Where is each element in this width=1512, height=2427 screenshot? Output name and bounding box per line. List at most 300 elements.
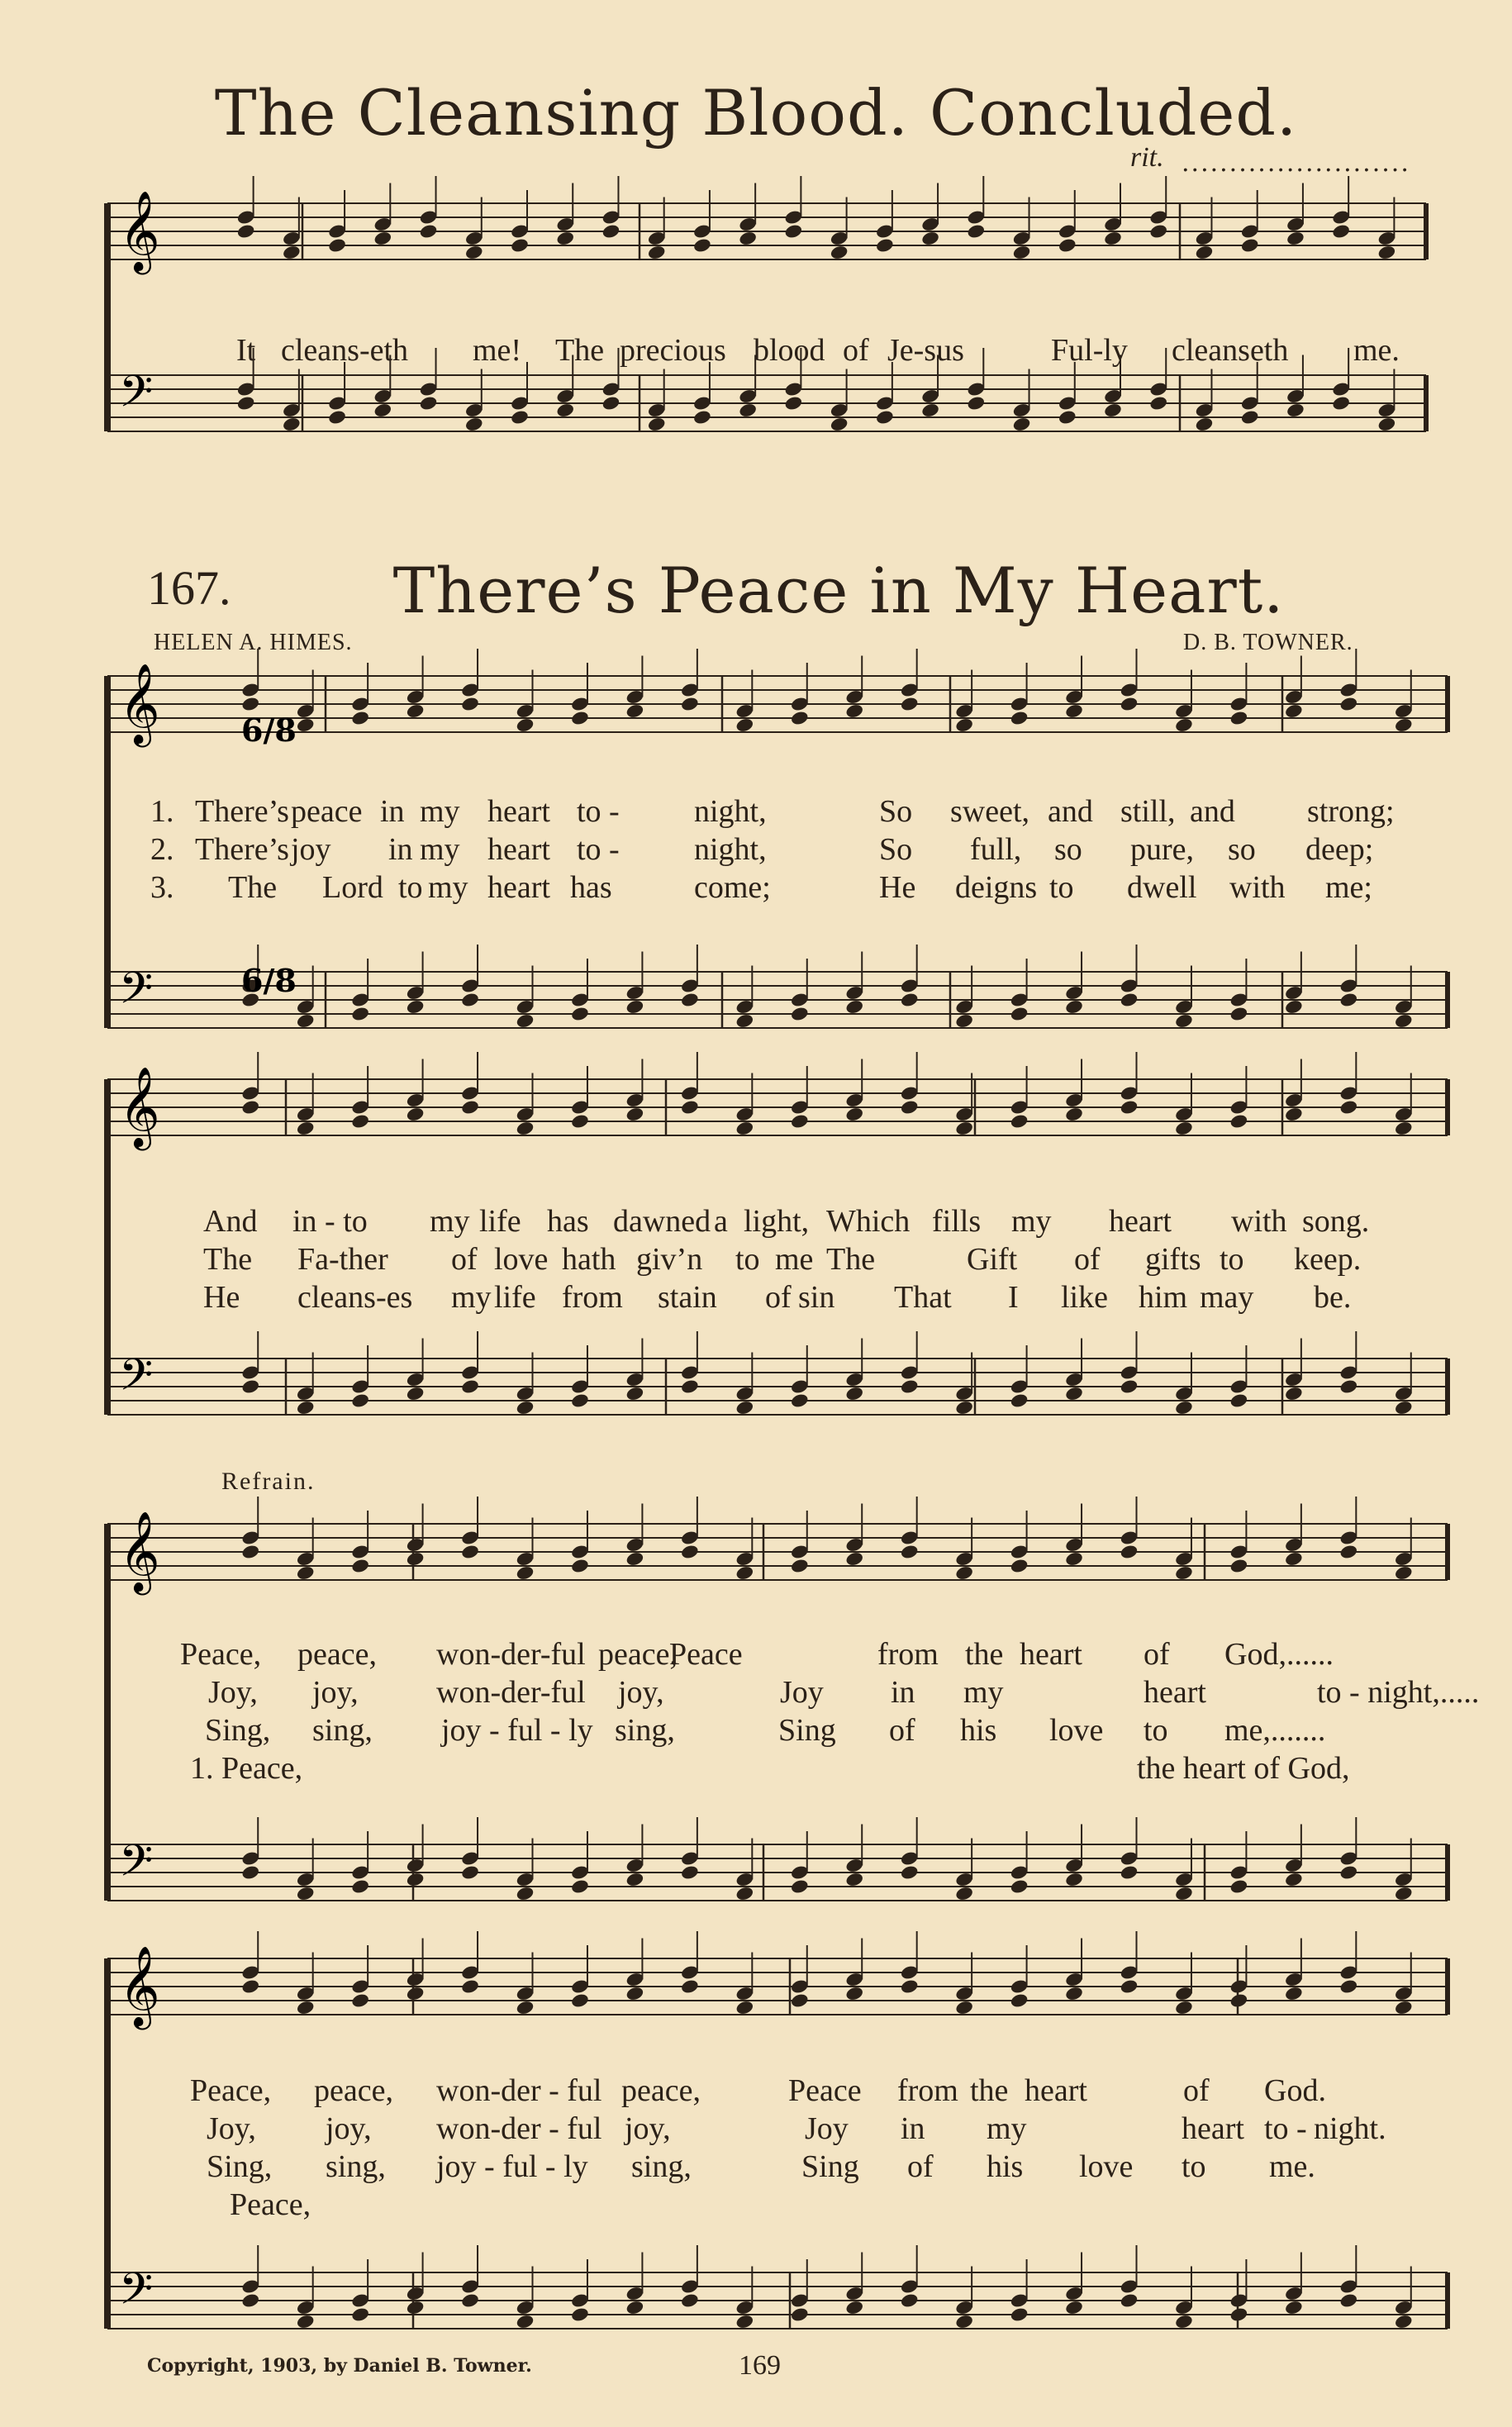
bass-note [900,1378,920,1395]
treble-note [1284,1986,1304,2002]
lyric-word: peace, [297,1637,377,1672]
lyric-word: joy - ful - ly [441,1713,593,1748]
lyric-word: heart [1025,2073,1087,2108]
lyric-word: giv’n [636,1242,703,1277]
lyric-word: Ful-ly [1051,333,1128,368]
treble-note [790,710,810,726]
lyric-word: heart [487,870,550,905]
bass-note [460,992,480,1008]
bass-note [680,1378,700,1395]
lyric-word: heart [1020,1637,1082,1672]
bass-note [790,1392,810,1409]
treble-note [830,245,849,261]
lyric-word: God. [1264,2073,1326,2108]
staff-systems [107,176,1448,2329]
lyric-word: my [963,1675,1004,1710]
bass-note [735,1400,755,1416]
bass-note [1174,2314,1194,2330]
lyric-word: has [547,1204,589,1239]
piece2-title: There’s Peace in My Heart. [392,554,1285,627]
lyric-word: won-der - ful [436,2111,602,2146]
lyric-word: Sing, [207,2149,273,2184]
treble-note [735,2000,755,2016]
lyric-word: Joy, [208,1675,258,1710]
treble-note [1394,2000,1414,2016]
bass-note [692,409,712,426]
bass-note [1240,409,1260,426]
bass-note [735,1886,755,1902]
lyric-word: The [826,1242,876,1277]
treble-note [1229,1992,1249,2009]
treble-note [1394,1565,1414,1582]
lyric-word: to [398,870,423,905]
treble-note [555,231,575,247]
lyric-word: to - [577,794,620,829]
treble-note [570,1992,590,2009]
treble-note [900,1544,920,1560]
lyric-word: 1. [150,794,174,829]
treble-note [516,2000,535,2016]
treble-note [1103,231,1123,247]
lyric-word: in [388,832,413,867]
treble-note [296,1121,316,1137]
treble-note [844,1986,864,2002]
bass-clef-icon: 𝄢 [119,367,154,428]
bass-note [1174,1400,1194,1416]
piece1-title: The Cleansing Blood. Concluded. [214,76,1298,150]
lyric-word: my [420,794,460,829]
lyric-word: from [877,1637,939,1672]
treble-note [647,245,667,261]
treble-clef-icon: 𝄞 [119,663,160,744]
treble-clef-icon: 𝄞 [119,1945,160,2026]
bass-note [1284,1872,1304,1888]
bass-note [516,1886,535,1902]
lyric-word: peace, [598,1637,678,1672]
treble-note [954,2000,974,2016]
bass-note [350,1006,370,1022]
lyric-word: won-der - ful [436,2073,602,2108]
bass-note [1174,1013,1194,1030]
lyric-word: stain [658,1280,717,1315]
treble-note [900,696,920,712]
bass-note [1394,1886,1414,1902]
bass-note [790,1006,810,1022]
bass-note [460,2292,480,2309]
bass-note [570,2306,590,2323]
treble-note [954,1565,974,1582]
treble-note [510,237,530,254]
lyric-word: Peace [669,1637,743,1672]
treble-note [1229,710,1249,726]
bass-note [1064,999,1084,1016]
lyric-word: night, [694,794,767,829]
treble-note [570,1558,590,1574]
bass-note [790,1878,810,1895]
rit-dots: ........................ [1182,149,1410,178]
lyric-word: in [901,2111,925,2146]
lyric-word: light, [744,1204,810,1239]
lyric-word: me. [1269,2149,1315,2184]
lyric-word: love [1079,2149,1134,2184]
treble-note [296,1565,316,1582]
lyric-word: hath [562,1242,616,1277]
rit-marking: rit. [1130,142,1164,173]
bass-note [1286,402,1305,419]
bass-note [1284,999,1304,1016]
bass-note [350,2306,370,2323]
bass-note [1229,1878,1249,1895]
bass-note [1229,1006,1249,1022]
bass-note [900,2292,920,2309]
lyric-word: won-der-ful [436,1675,586,1710]
lyric-word: Which [826,1204,911,1239]
treble-note [1229,1558,1249,1574]
lyric-word: Joy, [207,2111,256,2146]
treble-note [1010,1992,1029,2009]
treble-note [406,1106,426,1123]
bass-note [1331,395,1351,412]
bass-note [601,395,621,412]
lyric-word: of [1074,1242,1101,1277]
treble-note [406,703,426,720]
lyric-word: with [1231,1204,1287,1239]
bass-note [464,416,484,433]
bass-note [1339,2292,1359,2309]
lyric-word: That [894,1280,952,1315]
lyric-word: sing, [631,2149,692,2184]
treble-note [1064,703,1084,720]
treble-note [240,696,260,712]
bass-note [350,1878,370,1895]
lyric-word: the heart of God, [1137,1751,1350,1786]
lyric-word: Sing [778,1713,836,1748]
lyric-word: of [765,1280,792,1315]
treble-note [1195,245,1215,261]
lyric-word: deep; [1305,832,1374,867]
lyric-word: 2. [150,832,174,867]
treble-note [570,710,590,726]
lyric-word: The [203,1242,253,1277]
bass-note [1058,409,1077,426]
lyric-word: dawned [613,1204,711,1239]
bass-note [373,402,393,419]
bass-note [1284,2300,1304,2316]
lyric-word: of [889,1713,915,1748]
treble-note [1120,1544,1139,1560]
treble-note [240,1099,260,1116]
lyric-word: has [570,870,612,905]
bass-clef-icon: 𝄢 [119,1836,154,1897]
bass-note [516,2314,535,2330]
bass-note [735,2314,755,2330]
treble-note [240,1978,260,1995]
lyric-word: heart [487,794,550,829]
treble-note [1174,1121,1194,1137]
treble-note [625,1106,645,1123]
bass-note [1339,1864,1359,1881]
treble-note [1064,1551,1084,1568]
lyric-word: me,....... [1224,1713,1326,1748]
treble-note [350,1558,370,1574]
lyric-word: of [1183,2073,1210,2108]
treble-note [464,245,484,261]
lyric-word: my [420,832,460,867]
treble-note [844,703,864,720]
treble-note [1148,223,1168,240]
treble-note [406,1986,426,2002]
bass-note [680,992,700,1008]
treble-note [1064,1986,1084,2002]
treble-note [570,1113,590,1130]
lyric-word: God,...... [1224,1637,1334,1672]
bass-note [1394,1013,1414,1030]
lyric-word: my [987,2111,1027,2146]
bass-note [510,409,530,426]
lyric-word: to [1182,2149,1206,2184]
lyric-word: So [879,832,913,867]
lyric-word: me! [473,333,522,368]
lyric-word: to [1049,870,1074,905]
lyric-word: dwell [1127,870,1197,905]
treble-note [240,1544,260,1560]
lyric-word: He [203,1280,240,1315]
bass-clef-icon: 𝄢 [119,1350,154,1411]
lyric-word: deigns [955,870,1038,905]
bass-note [625,2300,645,2316]
treble-note [516,1565,535,1582]
lyric-word: sweet, [950,794,1030,829]
treble-note [625,1551,645,1568]
lyric-word: to - [577,832,620,867]
lyric-word: peace [291,794,363,829]
lyric-word: joy, [312,1675,359,1710]
bass-note [327,409,347,426]
lyric-word: Je-sus [887,333,964,368]
treble-note [1339,696,1359,712]
treble-note [844,1106,864,1123]
lyric-word: of [843,333,869,368]
bass-note [784,395,804,412]
bass-note [1010,1006,1029,1022]
treble-note [1339,1978,1359,1995]
lyric-word: my [451,1280,492,1315]
lyric-word: of [451,1242,478,1277]
bass-note [625,999,645,1016]
lyric-word: Peace, [180,1637,262,1672]
treble-clef-icon: 𝄞 [119,1066,160,1147]
lyric-word: the [965,1637,1004,1672]
lyric-word: in [891,1675,915,1710]
lyric-word: a [714,1204,728,1239]
bass-note [350,1392,370,1409]
bass-note [460,1864,480,1881]
bass-note [570,1006,590,1022]
treble-note [625,703,645,720]
bass-note [680,1864,700,1881]
treble-note [738,231,758,247]
lyric-word: The [228,870,278,905]
lyric-word: be. [1314,1280,1352,1315]
treble-note [1120,696,1139,712]
lyric-word: joy, [618,1675,664,1710]
treble-note [1174,717,1194,734]
lyric-word: and [1190,794,1235,829]
treble-note [1394,1121,1414,1137]
lyric-word: love [1049,1713,1104,1748]
time-signature-treble: 6/8 [241,711,297,749]
lyric-word: cleanseth [1172,333,1289,368]
lyric-word: I [1008,1280,1019,1315]
treble-note [460,1978,480,1995]
bass-note [900,992,920,1008]
bass-note [1010,1878,1029,1895]
bass-note [738,402,758,419]
treble-note [350,1992,370,2009]
lyric-word: 3. [150,870,174,905]
copyright-notice: Copyright, 1903, by Daniel B. Towner. [147,2355,532,2377]
treble-note [954,717,974,734]
lyric-word: sing, [615,1713,675,1748]
lyric-word: Sing [801,2149,859,2184]
lyric-word: in [380,794,405,829]
treble-note [296,717,316,734]
lyric-word: Sing, [205,1713,271,1748]
lyric-word: He [879,870,916,905]
lyric-word: cleans-eth [281,333,409,368]
treble-note [327,237,347,254]
bass-note [570,1392,590,1409]
lyric-word: Joy [805,2111,849,2146]
treble-note [900,1099,920,1116]
treble-clef-icon: 𝄞 [119,190,160,271]
bass-note [1010,1392,1029,1409]
lyric-word: sing, [326,2149,386,2184]
lyric-word: him [1139,1280,1188,1315]
lyric-word: heart [1144,1675,1206,1710]
lyric-word: life [479,1204,521,1239]
treble-note [373,231,393,247]
bass-note [1064,1386,1084,1402]
bass-note [625,1386,645,1402]
treble-note [1377,245,1397,261]
lyric-word: song. [1302,1204,1370,1239]
bass-note [1394,1400,1414,1416]
lyric-word: cleans-es [297,1280,413,1315]
bass-note [844,1386,864,1402]
lyric-word: It [236,333,256,368]
bass-note [954,1400,974,1416]
lyric-word: joy, [625,2111,671,2146]
lyric-word: in - to [292,1204,368,1239]
bass-note [1394,2314,1414,2330]
lyric-word: night, [694,832,767,867]
bass-note [647,416,667,433]
treble-note [1058,237,1077,254]
lyric-word: to [735,1242,760,1277]
treble-note [1120,1978,1139,1995]
treble-note [460,1544,480,1560]
bass-note [1064,1872,1084,1888]
lyric-word: pure, [1130,832,1195,867]
lyric-word: blood [754,333,825,368]
lyric-word: to - [1264,2111,1307,2146]
bass-note [625,1872,645,1888]
bass-note [844,999,864,1016]
treble-note [1174,1565,1194,1582]
lyric-word: of [1144,1637,1170,1672]
bass-note [406,999,426,1016]
bass-note [296,2314,316,2330]
treble-note [1339,1544,1359,1560]
bass-note [680,2292,700,2309]
bass-note [1377,416,1397,433]
treble-note [844,1551,864,1568]
treble-note [1284,703,1304,720]
page-number: 169 [739,2350,781,2381]
bass-note [1012,416,1032,433]
treble-note [875,237,895,254]
bass-note [1195,416,1215,433]
treble-note [516,1121,535,1137]
bass-note [1120,2292,1139,2309]
bass-note [282,416,302,433]
treble-note [1012,245,1032,261]
bass-note [1339,1378,1359,1395]
treble-note [1010,1113,1029,1130]
lyric-word: to [1144,1713,1168,1748]
treble-note [900,1978,920,1995]
lyric-word: Peace, [190,2073,272,2108]
lyric-word: joy - ful - ly [436,2149,588,2184]
bass-note [830,416,849,433]
bass-note [1339,992,1359,1008]
treble-note [1010,1558,1029,1574]
lyric-word: my [1011,1204,1052,1239]
lyric-word: peace, [314,2073,393,2108]
bass-note [1120,1864,1139,1881]
lyric-word: joy, [326,2111,372,2146]
treble-note [680,696,700,712]
lyric-word: so [1054,832,1082,867]
composer-credit: D. B. TOWNER. [1183,630,1353,655]
treble-note [1120,1099,1139,1116]
bass-note [296,1886,316,1902]
bass-note [240,1378,260,1395]
treble-note [460,696,480,712]
refrain-label: Refrain. [221,1468,316,1495]
bass-note [1103,402,1123,419]
bass-note [296,1400,316,1416]
treble-clef-icon: 𝄞 [119,1511,160,1592]
lyric-word: may [1200,1280,1254,1315]
bass-note [460,1378,480,1395]
lyric-word: heart [487,832,550,867]
bass-note [790,2306,810,2323]
treble-note [1284,1106,1304,1123]
lyric-word: Joy [780,1675,824,1710]
lyric-word: sing, [312,1713,373,1748]
treble-note [954,1121,974,1137]
treble-note [1286,231,1305,247]
lyric-word: his [987,2149,1024,2184]
treble-note [1284,1551,1304,1568]
treble-note [680,1099,700,1116]
treble-note [735,717,755,734]
lyric-word: precious [620,333,726,368]
bass-note [1148,395,1168,412]
bass-note [954,2314,974,2330]
